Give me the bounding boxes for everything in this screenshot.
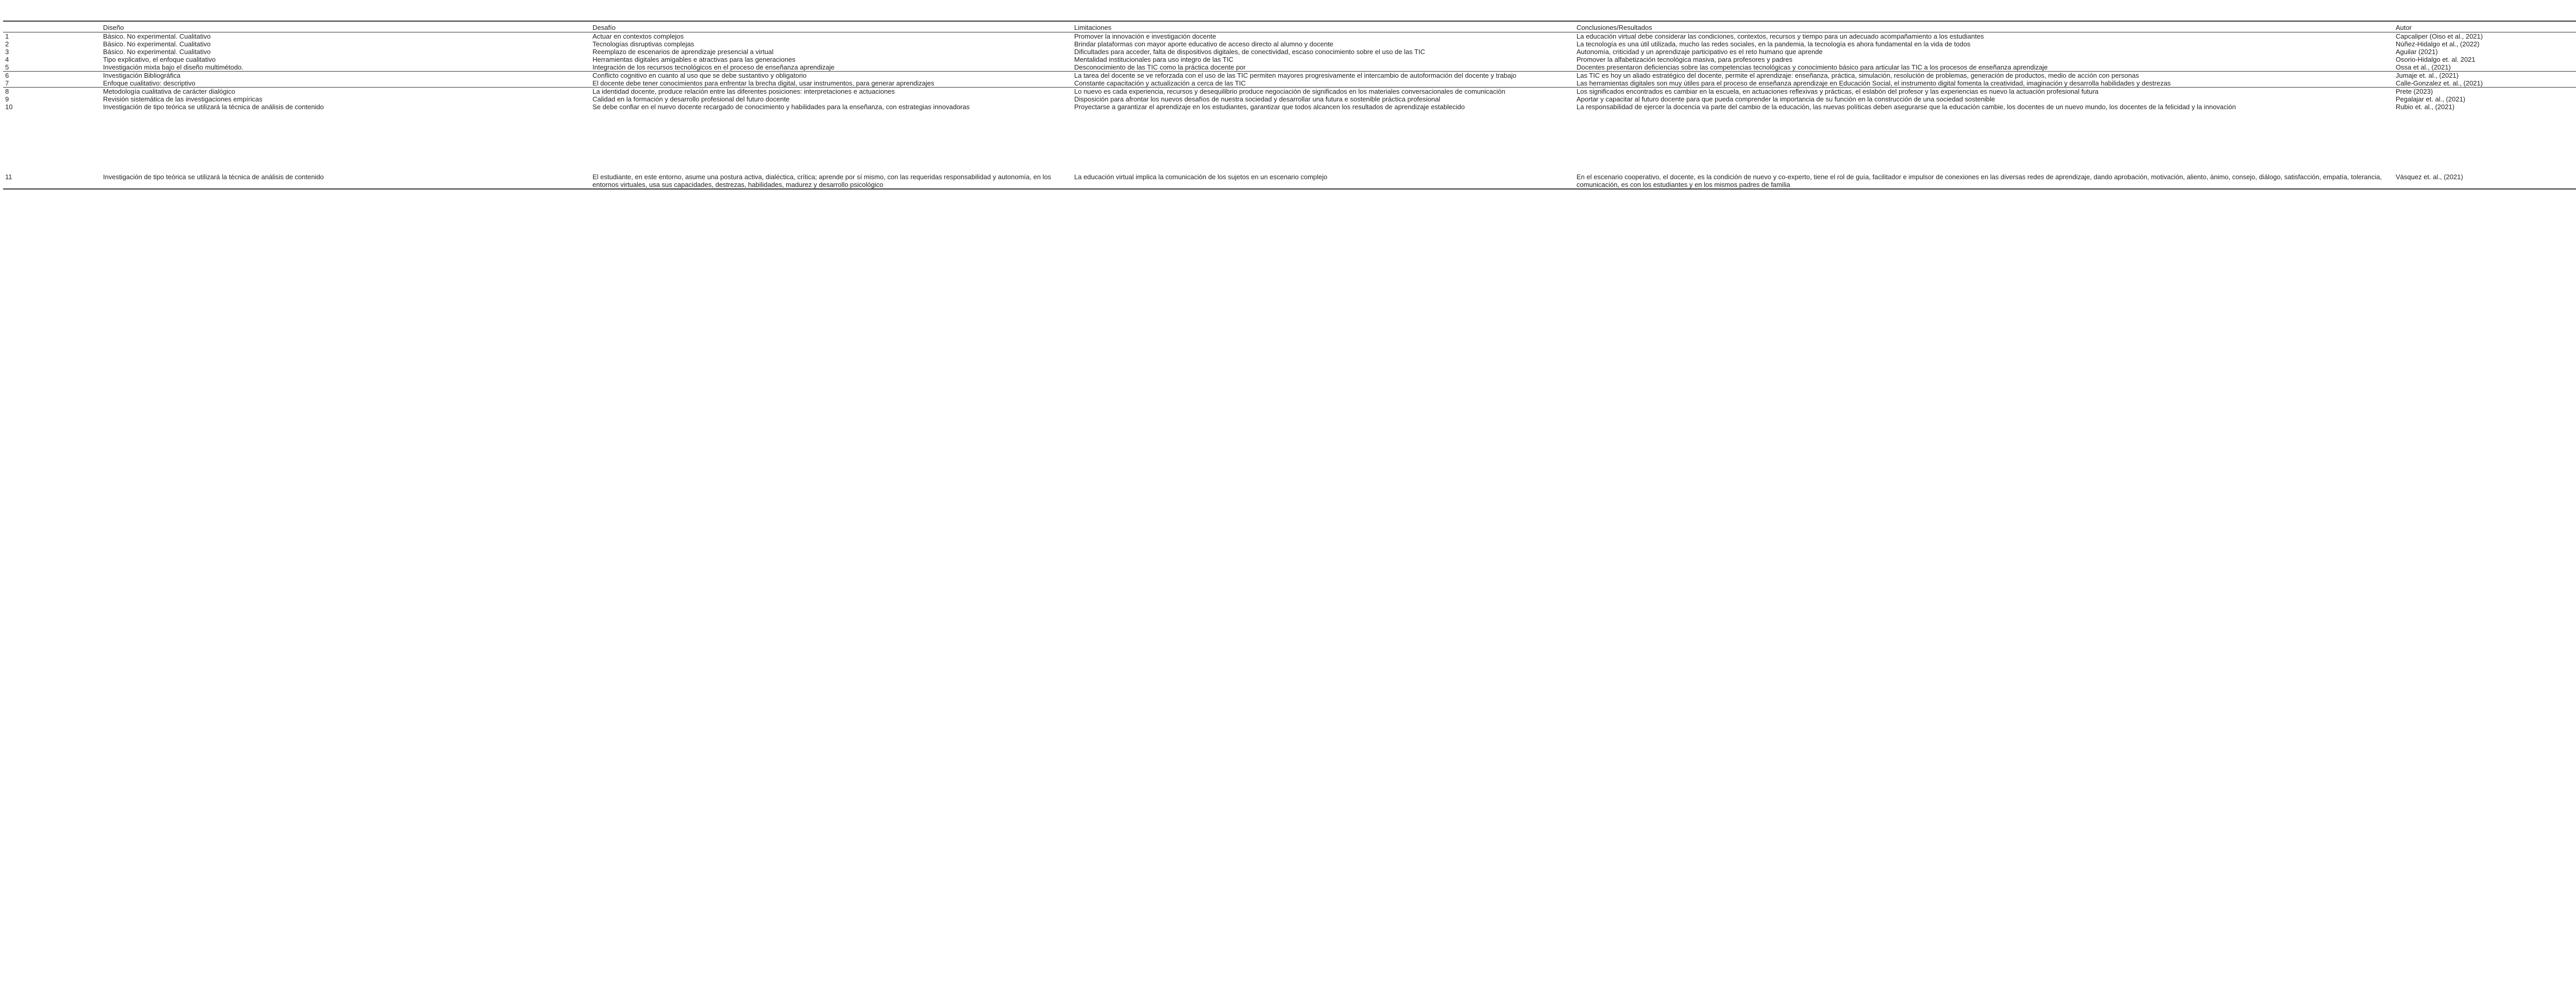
cell-conclusiones: Los significados encontrados es cambiar en la escuela, en actuaciones reflexivas y prácticas, el eslabón del profesor y las experiencias es nuevo la actuación profesional futura (1574, 88, 2394, 96)
cell-diseno: Investigación mixta bajo el diseño multimétodo. (103, 63, 244, 71)
cell-num: 1 (5, 32, 9, 40)
cell-conclusiones: Aportar y capacitar al futuro docente para que pueda comprender la importancia de su función en la construcción de una sociedad sostenible (1577, 95, 1995, 103)
cell-diseno: Revisión sistemática de las investigaciones empíricas (103, 95, 263, 103)
cell-desafio: Herramientas digitales amigables e atractivas para las generaciones (592, 56, 795, 63)
cell-num: 2 (5, 40, 9, 48)
cell-autor: Prete (2023) (2394, 88, 2576, 96)
cell-limitaciones: La tarea del docente se ve reforzada con el uso de las TIC permiten mayores progresivamente el intercambio de autoformación del docente y trabajo (1072, 72, 1574, 80)
literature-table (3, 21, 2576, 189)
cell-conclusiones: La responsabilidad de ejercer la docencia va parte del cambio de la educación, las nuevas políticas deben asegurarse que la educación cambie, los docentes de un nuevo mundo, los docentes de la felicidad y la innovación (1577, 103, 2236, 111)
cell-autor: Pegalajar et. al., (2021) (2396, 95, 2466, 103)
table-header (3, 21, 2576, 32)
cell-desafio: Integración de los recursos tecnológicos en el proceso de enseñanza aprendizaje (592, 63, 835, 71)
cell-num: 10 (5, 103, 13, 111)
table-row (3, 173, 2576, 189)
cell-conclusiones: Docentes presentaron deficiencias sobre las competencias tecnológicas y conocimiento básico para articular las TIC a los procesos de enseñanza aprendizaje (1577, 63, 2048, 71)
table-row (3, 72, 2576, 80)
cell-num: 8 (3, 88, 101, 96)
table-row (3, 63, 2576, 72)
header-diseno: Diseño (103, 24, 124, 31)
cell-desafio: Conflicto cognitivo en cuanto al uso que se debe sustantivo y obligatorio (590, 72, 1072, 80)
header-desafio: Desafío (592, 24, 616, 31)
cell-desafio: La identidad docente, produce relación entre las diferentes posiciones: interpretaciones e actuaciones (590, 88, 1072, 96)
cell-autor: Aguilar (2021) (2396, 48, 2438, 56)
cell-desafio: Actuar en contextos complejos (592, 32, 684, 40)
cell-desafio: Se debe confiar en el nuevo docente recargado de conocimiento y habilidades para la enseñanza, con estrategias innovadoras (592, 103, 970, 111)
header-conclusiones: Conclusiones/Resultados (1577, 24, 1652, 31)
table-row (3, 103, 2576, 173)
cell-num: 3 (5, 48, 9, 56)
cell-num: 9 (5, 95, 9, 103)
cell-conclusiones: La tecnología es una útil utilizada, mucho las redes sociales, en la pandemia, la tecnología es ahora fundamental en la vida de todos (1577, 40, 1971, 48)
cell-diseno: Básico. No experimental. Cualitativo (103, 40, 211, 48)
cell-conclusiones: La educación virtual debe considerar las condiciones, contextos, recursos y tiempo para un adecuado acompañamiento a los estudiantes (1577, 32, 1984, 40)
cell-diseno: Metodología cualitativa de carácter dialógico (101, 88, 590, 96)
cell-limitaciones: Constante capacitación y actualización a cerca de las TIC (1074, 79, 1246, 87)
cell-num: 11 (3, 173, 101, 189)
cell-limitaciones: La educación virtual implica la comunicación de los sujetos en un escenario complejo (1072, 173, 1574, 189)
cell-num: 5 (5, 63, 9, 71)
cell-diseno: Investigación Bibliográfica (101, 72, 590, 80)
cell-desafio: El docente debe tener conocimientos para enfrentar la brecha digital, usar instrumentos, para generar aprendizajes (592, 79, 935, 87)
table-row (3, 48, 2576, 56)
table-row (3, 88, 2576, 96)
cell-desafio: El estudiante, en este entorno, asume una postura activa, dialéctica, crítica; aprende por sí mismo, con las requeridas responsabilidad y autonomía, en los entornos virtuales, usa sus capacidades, destrezas, habilidades, madurez y desarrollo psicológico (590, 173, 1072, 189)
cell-limitaciones: Desconocimiento de las TIC como la práctica docente por (1074, 63, 1246, 71)
cell-autor: Capcaliper (Oiso et al., 2021) (2396, 32, 2483, 40)
cell-conclusiones: Promover la alfabetización tecnológica masiva, para profesores y padres (1577, 56, 1793, 63)
cell-diseno: Enfoque cualitativo: descriptivo (103, 79, 196, 87)
cell-autor: Núñez-Hidalgo et al., (2022) (2396, 40, 2480, 48)
table-row (3, 95, 2576, 103)
cell-diseno: Básico. No experimental. Cualitativo (103, 48, 211, 56)
table-body (3, 32, 2576, 189)
literature-table-container (3, 21, 2576, 189)
header-row (3, 21, 2576, 32)
cell-limitaciones: Disposición para afrontar los nuevos desafíos de nuestra sociedad y desarrollar una futura e sostenible práctica profesional (1074, 95, 1440, 103)
header-limitaciones: Limitaciones (1074, 24, 1112, 31)
cell-diseno: Tipo explicativo, el enfoque cualitativo (103, 56, 216, 63)
cell-diseno: Básico. No experimental. Cualitativo (103, 32, 211, 40)
header-autor: Autor (2396, 24, 2412, 31)
cell-autor: Vásquez et. al., (2021) (2394, 173, 2576, 189)
cell-autor: Calle-Gonzalez et. al., (2021) (2396, 79, 2483, 87)
cell-num: 7 (5, 79, 9, 87)
cell-conclusiones: Las TIC es hoy un aliado estratégico del docente, permite el aprendizaje: enseñanza, práctica, simulación, resolución de problemas, generación de productos, medio de acción con personas (1574, 72, 2394, 80)
cell-conclusiones: En el escenario cooperativo, el docente, es la condición de nuevo y co-experto, tiene el rol de guía, facilitador e impulsor de conexiones en las diversas redes de aprendizaje, dando aprobación, motivación, aliento, ánimo, consejo, diálogo, satisfacción, empatía, tolerancia, comunicación, es con los estudiantes y en los mismos padres de familia (1574, 173, 2394, 189)
cell-conclusiones: Las herramientas digitales son muy útiles para el proceso de enseñanza aprendizaje en Educación Social, el instrumento digital fomenta la creatividad, imaginación y desarrolla habilidades y destrezas (1577, 79, 2171, 87)
table-row (3, 40, 2576, 48)
cell-limitaciones: Brindar plataformas con mayor aporte educativo de acceso directo al alumno y docente (1074, 40, 1333, 48)
cell-diseno: Investigación de tipo teórica se utilizará la técnica de análisis de contenido (101, 173, 590, 189)
cell-autor: Jumaje et. al., (2021) (2394, 72, 2576, 80)
cell-num: 4 (5, 56, 9, 63)
table-row (3, 56, 2576, 63)
cell-desafio: Reemplazo de escenarios de aprendizaje presencial a virtual (592, 48, 774, 56)
cell-limitaciones: Lo nuevo es cada experiencia, recursos y desequilibrio produce negociación de significados en los materiales conversacionales de comunicación (1072, 88, 1574, 96)
cell-desafio: Tecnologías disruptivas complejas (592, 40, 694, 48)
cell-autor: Ossa et al., (2021) (2396, 63, 2451, 71)
table-row (3, 79, 2576, 88)
cell-conclusiones: Autonomía, criticidad y un aprendizaje participativo es el reto humano que aprende (1577, 48, 1823, 56)
header-num (3, 21, 101, 32)
cell-limitaciones: Dificultades para acceder, falta de dispositivos digitales, de conectividad, escaso conocimiento sobre el uso de las TIC (1074, 48, 1426, 56)
cell-autor: Osorio-Hidalgo et. al. 2021 (2396, 56, 2476, 63)
cell-limitaciones: Promover la innovación e investigación docente (1074, 32, 1216, 40)
cell-autor: Rubio et. al., (2021) (2396, 103, 2455, 111)
cell-desafio: Calidad en la formación y desarrollo profesional del futuro docente (592, 95, 790, 103)
cell-diseno: Investigación de tipo teórica se utilizará la técnica de análisis de contenido (103, 103, 324, 111)
table-row (3, 32, 2576, 41)
cell-limitaciones: Proyectarse a garantizar el aprendizaje en los estudiantes, garantizar que todos alcancen los resultados de aprendizaje establecido (1074, 103, 1465, 111)
cell-limitaciones: Mentalidad institucionales para uso integro de las TIC (1074, 56, 1234, 63)
cell-num: 6 (3, 72, 101, 80)
